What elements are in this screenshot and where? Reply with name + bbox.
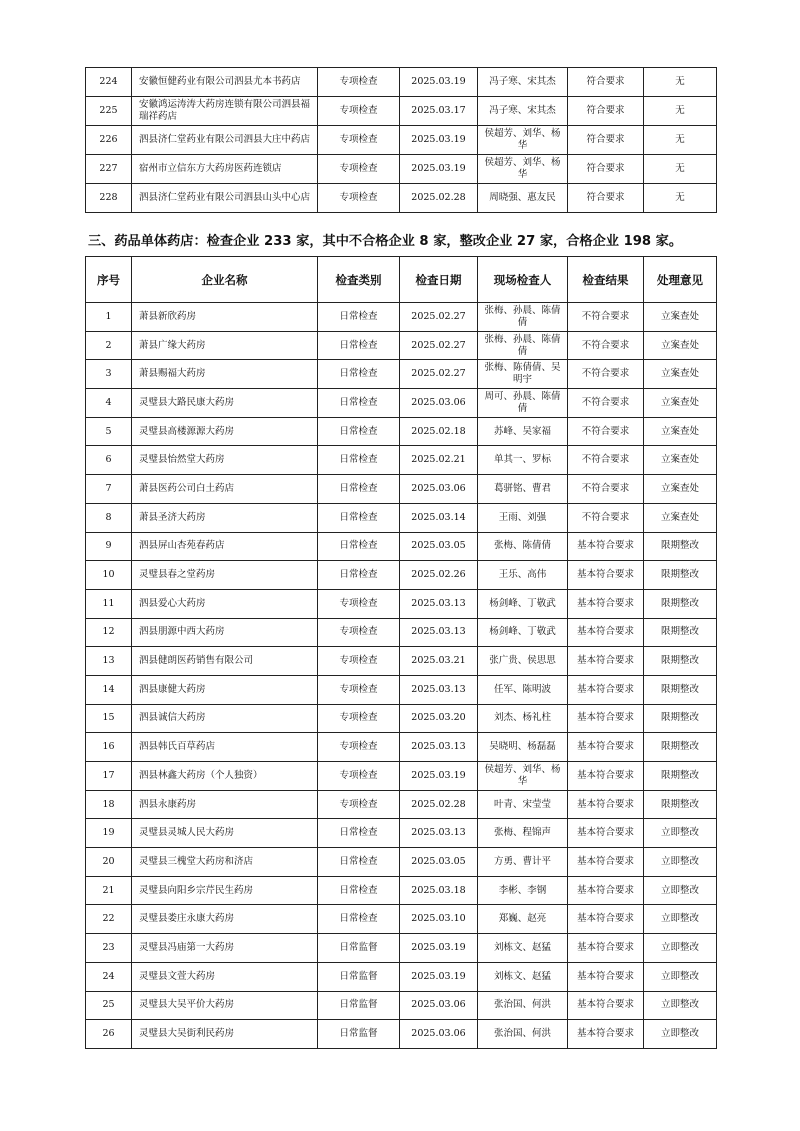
cell-inspectors: 张梅、程锦声	[478, 819, 568, 848]
cell-inspection-type: 专项检查	[318, 589, 400, 618]
cell-opinion: 立即整改	[644, 848, 717, 877]
cell-inspectors: 郑巍、赵亮	[478, 905, 568, 934]
cell-serial-number: 225	[86, 97, 132, 126]
cell-company-name: 泗县屏山杏苑春药店	[132, 532, 318, 561]
cell-inspection-type: 专项检查	[318, 647, 400, 676]
table-row	[86, 848, 717, 877]
table-row	[86, 331, 717, 360]
cell-result: 符合要求	[568, 97, 644, 126]
cell-result: 基本符合要求	[568, 532, 644, 561]
cell-result: 基本符合要求	[568, 561, 644, 590]
cell-company-name: 泗县朋源中西大药房	[132, 618, 318, 647]
cell-result: 基本符合要求	[568, 618, 644, 647]
cell-inspection-date: 2025.02.26	[400, 561, 478, 590]
cell-opinion: 限期整改	[644, 618, 717, 647]
cell-serial-number: 15	[86, 704, 132, 733]
cell-result: 符合要求	[568, 184, 644, 213]
cell-company-name: 灵璧县文萱大药房	[132, 962, 318, 991]
cell-inspectors: 张梅、陈倩倩	[478, 532, 568, 561]
cell-company-name: 灵璧县高楼源源大药房	[132, 417, 318, 446]
cell-inspection-type: 专项检查	[318, 704, 400, 733]
cell-opinion: 立案查处	[644, 446, 717, 475]
cell-result: 基本符合要求	[568, 934, 644, 963]
cell-inspectors: 王雨、刘强	[478, 503, 568, 532]
cell-company-name: 泗县爱心大药房	[132, 589, 318, 618]
header-opinion: 处理意见	[644, 257, 717, 303]
table-row	[86, 389, 717, 418]
cell-serial-number: 6	[86, 446, 132, 475]
cell-inspectors: 杨剑峰、丁敬武	[478, 589, 568, 618]
cell-result: 不符合要求	[568, 303, 644, 332]
header-inspectors: 现场检查人	[478, 257, 568, 303]
cell-inspection-date: 2025.03.13	[400, 733, 478, 762]
table-row	[86, 618, 717, 647]
cell-inspection-type: 日常检查	[318, 389, 400, 418]
cell-result: 基本符合要求	[568, 790, 644, 819]
cell-company-name: 灵璧县冯庙第一大药房	[132, 934, 318, 963]
cell-result: 基本符合要求	[568, 876, 644, 905]
cell-company-name: 萧县医药公司白土药店	[132, 475, 318, 504]
cell-inspection-type: 专项检查	[318, 155, 400, 184]
cell-inspectors: 方勇、曹计平	[478, 848, 568, 877]
cell-inspectors: 张治国、何洪	[478, 1020, 568, 1049]
cell-opinion: 立即整改	[644, 962, 717, 991]
cell-inspectors: 单其一、罗标	[478, 446, 568, 475]
cell-serial-number: 1	[86, 303, 132, 332]
cell-result: 符合要求	[568, 155, 644, 184]
cell-inspection-date: 2025.02.18	[400, 417, 478, 446]
cell-inspectors: 任军、陈明波	[478, 675, 568, 704]
cell-opinion: 立即整改	[644, 934, 717, 963]
cell-company-name: 泗县健朗医药销售有限公司	[132, 647, 318, 676]
cell-company-name: 泗县济仁堂药业有限公司泗县山头中心店	[132, 184, 318, 213]
cell-serial-number: 8	[86, 503, 132, 532]
cell-inspectors: 张梅、孙晨、陈倩倩	[478, 331, 568, 360]
cell-opinion: 限期整改	[644, 589, 717, 618]
cell-inspectors: 刘栋文、赵猛	[478, 962, 568, 991]
cell-inspection-date: 2025.03.06	[400, 991, 478, 1020]
cell-opinion: 立案查处	[644, 503, 717, 532]
table-row	[86, 360, 717, 389]
cell-inspection-date: 2025.03.06	[400, 1020, 478, 1049]
cell-company-name: 萧县新欣药房	[132, 303, 318, 332]
cell-inspection-date: 2025.02.27	[400, 331, 478, 360]
table-row	[86, 126, 717, 155]
cell-opinion: 立即整改	[644, 1020, 717, 1049]
cell-inspection-type: 日常监督	[318, 991, 400, 1020]
cell-result: 基本符合要求	[568, 762, 644, 791]
cell-opinion: 立案查处	[644, 475, 717, 504]
cell-result: 基本符合要求	[568, 905, 644, 934]
cell-inspectors: 周晓强、惠友民	[478, 184, 568, 213]
table-row	[86, 184, 717, 213]
cell-company-name: 灵璧县向阳乡宗芹民生药房	[132, 876, 318, 905]
cell-inspection-type: 专项检查	[318, 68, 400, 97]
cell-inspectors: 苏峰、吴家福	[478, 417, 568, 446]
cell-result: 基本符合要求	[568, 647, 644, 676]
cell-serial-number: 226	[86, 126, 132, 155]
cell-inspectors: 侯超芳、刘华、杨华	[478, 762, 568, 791]
cell-inspectors: 叶青、宋莹莹	[478, 790, 568, 819]
table-row	[86, 1020, 717, 1049]
cell-inspection-type: 日常检查	[318, 446, 400, 475]
cell-opinion: 立案查处	[644, 417, 717, 446]
cell-opinion: 立案查处	[644, 389, 717, 418]
cell-opinion: 立即整改	[644, 819, 717, 848]
cell-opinion: 限期整改	[644, 790, 717, 819]
cell-result: 基本符合要求	[568, 991, 644, 1020]
cell-inspection-type: 专项检查	[318, 790, 400, 819]
cell-company-name: 萧县赐福大药房	[132, 360, 318, 389]
cell-opinion: 限期整改	[644, 762, 717, 791]
cell-company-name: 灵璧县怡然堂大药房	[132, 446, 318, 475]
cell-opinion: 限期整改	[644, 532, 717, 561]
cell-result: 基本符合要求	[568, 962, 644, 991]
cell-inspection-date: 2025.03.19	[400, 68, 478, 97]
main-table-body	[86, 303, 717, 1049]
cell-inspectors: 杨剑峰、丁敬武	[478, 618, 568, 647]
table-row	[86, 532, 717, 561]
table-row	[86, 647, 717, 676]
table-row	[86, 561, 717, 590]
cell-serial-number: 24	[86, 962, 132, 991]
table-row	[86, 589, 717, 618]
table-row	[86, 934, 717, 963]
cell-opinion: 限期整改	[644, 675, 717, 704]
cell-inspectors: 冯子寒、宋其杰	[478, 97, 568, 126]
cell-opinion: 立案查处	[644, 331, 717, 360]
table-row	[86, 446, 717, 475]
cell-serial-number: 16	[86, 733, 132, 762]
cell-inspectors: 吴晓明、杨磊磊	[478, 733, 568, 762]
cell-company-name: 泗县韩氏百草药店	[132, 733, 318, 762]
header-serial-number: 序号	[86, 257, 132, 303]
table-row	[86, 68, 717, 97]
cell-inspection-type: 专项检查	[318, 733, 400, 762]
cell-inspection-type: 专项检查	[318, 762, 400, 791]
cell-inspection-date: 2025.03.13	[400, 589, 478, 618]
cell-company-name: 灵璧县大路民康大药房	[132, 389, 318, 418]
cell-result: 不符合要求	[568, 389, 644, 418]
table-row	[86, 704, 717, 733]
cell-inspection-date: 2025.02.27	[400, 360, 478, 389]
table-row	[86, 962, 717, 991]
cell-inspection-type: 日常检查	[318, 561, 400, 590]
cell-opinion: 立即整改	[644, 905, 717, 934]
table-row	[86, 417, 717, 446]
cell-result: 基本符合要求	[568, 589, 644, 618]
cell-opinion: 限期整改	[644, 733, 717, 762]
cell-company-name: 灵璧县灵城人民大药房	[132, 819, 318, 848]
cell-serial-number: 12	[86, 618, 132, 647]
continued-inspection-table	[85, 67, 717, 213]
cell-inspection-type: 专项检查	[318, 618, 400, 647]
cell-inspectors: 张梅、陈倩倩、吴明宇	[478, 360, 568, 389]
cell-serial-number: 228	[86, 184, 132, 213]
cell-serial-number: 224	[86, 68, 132, 97]
table-header	[86, 257, 717, 303]
cell-inspection-type: 日常监督	[318, 934, 400, 963]
cell-inspection-date: 2025.03.19	[400, 934, 478, 963]
cell-result: 不符合要求	[568, 475, 644, 504]
cell-company-name: 灵璧县娄庄永康大药房	[132, 905, 318, 934]
cell-inspection-date: 2025.03.19	[400, 155, 478, 184]
cell-company-name: 萧县圣济大药房	[132, 503, 318, 532]
header-inspection-type: 检查类别	[318, 257, 400, 303]
cell-opinion: 立案查处	[644, 303, 717, 332]
cell-inspectors: 张治国、何洪	[478, 991, 568, 1020]
cell-inspection-type: 日常检查	[318, 532, 400, 561]
cell-company-name: 灵璧县春之堂药房	[132, 561, 318, 590]
cell-opinion: 限期整改	[644, 647, 717, 676]
cell-inspection-type: 日常检查	[318, 503, 400, 532]
header-company-name: 企业名称	[132, 257, 318, 303]
cell-inspection-date: 2025.03.05	[400, 848, 478, 877]
cell-serial-number: 18	[86, 790, 132, 819]
table-row	[86, 819, 717, 848]
pharmacy-inspection-table	[85, 256, 717, 1049]
cell-inspection-date: 2025.03.19	[400, 962, 478, 991]
cell-inspection-type: 日常检查	[318, 331, 400, 360]
cell-serial-number: 2	[86, 331, 132, 360]
cell-result: 不符合要求	[568, 446, 644, 475]
table-row	[86, 155, 717, 184]
header-inspection-date: 检查日期	[400, 257, 478, 303]
cell-inspectors: 葛骈铭、曹君	[478, 475, 568, 504]
cell-inspectors: 冯子寒、宋其杰	[478, 68, 568, 97]
cell-result: 基本符合要求	[568, 704, 644, 733]
continued-table-body	[86, 68, 717, 213]
cell-inspection-date: 2025.02.27	[400, 303, 478, 332]
table-row	[86, 303, 717, 332]
cell-company-name: 泗县永康药房	[132, 790, 318, 819]
cell-company-name: 灵璧县大吴街利民药房	[132, 1020, 318, 1049]
cell-inspection-date: 2025.02.28	[400, 790, 478, 819]
cell-serial-number: 13	[86, 647, 132, 676]
cell-opinion: 立案查处	[644, 360, 717, 389]
cell-serial-number: 21	[86, 876, 132, 905]
cell-inspection-type: 日常检查	[318, 848, 400, 877]
table-row	[86, 762, 717, 791]
cell-inspection-type: 日常检查	[318, 360, 400, 389]
cell-result: 基本符合要求	[568, 819, 644, 848]
cell-inspection-type: 专项检查	[318, 675, 400, 704]
header-result: 检查结果	[568, 257, 644, 303]
cell-serial-number: 4	[86, 389, 132, 418]
cell-result: 符合要求	[568, 126, 644, 155]
cell-inspection-type: 日常检查	[318, 303, 400, 332]
cell-opinion: 无	[644, 126, 717, 155]
cell-company-name: 安徽鸿运涛涛大药房连锁有限公司泗县福瑞祥药店	[132, 97, 318, 126]
cell-result: 不符合要求	[568, 417, 644, 446]
cell-opinion: 无	[644, 68, 717, 97]
cell-inspection-type: 日常监督	[318, 1020, 400, 1049]
cell-result: 基本符合要求	[568, 1020, 644, 1049]
cell-inspectors: 刘栋文、赵猛	[478, 934, 568, 963]
cell-opinion: 无	[644, 184, 717, 213]
cell-inspection-type: 日常检查	[318, 905, 400, 934]
cell-serial-number: 9	[86, 532, 132, 561]
cell-serial-number: 227	[86, 155, 132, 184]
cell-inspection-type: 日常检查	[318, 876, 400, 905]
cell-result: 符合要求	[568, 68, 644, 97]
cell-inspection-date: 2025.03.06	[400, 475, 478, 504]
cell-inspection-date: 2025.03.10	[400, 905, 478, 934]
cell-serial-number: 10	[86, 561, 132, 590]
table-row	[86, 991, 717, 1020]
cell-company-name: 泗县诚信大药房	[132, 704, 318, 733]
table-row	[86, 475, 717, 504]
cell-result: 不符合要求	[568, 503, 644, 532]
cell-inspection-date: 2025.03.05	[400, 532, 478, 561]
cell-inspectors: 张广贵、侯思思	[478, 647, 568, 676]
cell-inspectors: 侯超芳、刘华、杨华	[478, 126, 568, 155]
cell-inspection-type: 专项检查	[318, 126, 400, 155]
cell-serial-number: 5	[86, 417, 132, 446]
cell-result: 基本符合要求	[568, 848, 644, 877]
cell-opinion: 限期整改	[644, 704, 717, 733]
cell-inspection-type: 专项检查	[318, 184, 400, 213]
cell-result: 基本符合要求	[568, 733, 644, 762]
cell-inspection-date: 2025.03.18	[400, 876, 478, 905]
cell-inspectors: 刘杰、杨礼柱	[478, 704, 568, 733]
cell-inspectors: 周可、孙晨、陈倩倩	[478, 389, 568, 418]
cell-serial-number: 22	[86, 905, 132, 934]
cell-company-name: 萧县广缘大药房	[132, 331, 318, 360]
cell-opinion: 无	[644, 97, 717, 126]
cell-serial-number: 7	[86, 475, 132, 504]
cell-inspection-date: 2025.02.28	[400, 184, 478, 213]
cell-serial-number: 23	[86, 934, 132, 963]
cell-opinion: 限期整改	[644, 561, 717, 590]
cell-inspection-date: 2025.03.21	[400, 647, 478, 676]
cell-company-name: 泗县济仁堂药业有限公司泗县大庄中药店	[132, 126, 318, 155]
table-row	[86, 97, 717, 126]
cell-inspection-date: 2025.03.13	[400, 618, 478, 647]
table-row	[86, 790, 717, 819]
cell-company-name: 安徽恒健药业有限公司泗县尤本书药店	[132, 68, 318, 97]
cell-company-name: 宿州市立信东方大药房医药连锁店	[132, 155, 318, 184]
cell-opinion: 立即整改	[644, 991, 717, 1020]
cell-inspection-type: 日常检查	[318, 819, 400, 848]
cell-result: 不符合要求	[568, 331, 644, 360]
cell-inspection-date: 2025.03.19	[400, 762, 478, 791]
cell-result: 不符合要求	[568, 360, 644, 389]
table-row	[86, 503, 717, 532]
cell-inspection-date: 2025.02.21	[400, 446, 478, 475]
table-row	[86, 905, 717, 934]
cell-serial-number: 3	[86, 360, 132, 389]
cell-company-name: 灵璧县大吴平价大药房	[132, 991, 318, 1020]
table-row	[86, 876, 717, 905]
table-row	[86, 733, 717, 762]
cell-inspection-type: 日常监督	[318, 962, 400, 991]
cell-inspection-date: 2025.03.06	[400, 389, 478, 418]
cell-inspectors: 王乐、高伟	[478, 561, 568, 590]
cell-opinion: 立即整改	[644, 876, 717, 905]
cell-inspection-date: 2025.03.13	[400, 675, 478, 704]
cell-serial-number: 25	[86, 991, 132, 1020]
cell-inspection-date: 2025.03.14	[400, 503, 478, 532]
cell-serial-number: 19	[86, 819, 132, 848]
table-row	[86, 675, 717, 704]
cell-company-name: 泗县林鑫大药房（个人独资）	[132, 762, 318, 791]
cell-company-name: 灵璧县三槐堂大药房和济店	[132, 848, 318, 877]
cell-result: 基本符合要求	[568, 675, 644, 704]
cell-serial-number: 17	[86, 762, 132, 791]
cell-inspection-type: 日常检查	[318, 475, 400, 504]
cell-inspection-date: 2025.03.19	[400, 126, 478, 155]
cell-inspection-type: 日常检查	[318, 417, 400, 446]
cell-company-name: 泗县康健大药房	[132, 675, 318, 704]
cell-serial-number: 11	[86, 589, 132, 618]
cell-serial-number: 14	[86, 675, 132, 704]
cell-inspection-date: 2025.03.13	[400, 819, 478, 848]
cell-opinion: 无	[644, 155, 717, 184]
cell-serial-number: 26	[86, 1020, 132, 1049]
cell-inspectors: 侯超芳、刘华、杨华	[478, 155, 568, 184]
cell-inspectors: 李彬、李钢	[478, 876, 568, 905]
section-title: 三、药品单体药店：检查企业 233 家，其中不合格企业 8 家，整改企业 27 家，合格企业 198 家。	[88, 234, 683, 249]
cell-serial-number: 20	[86, 848, 132, 877]
cell-inspection-type: 专项检查	[318, 97, 400, 126]
cell-inspection-date: 2025.03.20	[400, 704, 478, 733]
cell-inspection-date: 2025.03.17	[400, 97, 478, 126]
cell-inspectors: 张梅、孙晨、陈倩倩	[478, 303, 568, 332]
header-row	[86, 257, 717, 303]
